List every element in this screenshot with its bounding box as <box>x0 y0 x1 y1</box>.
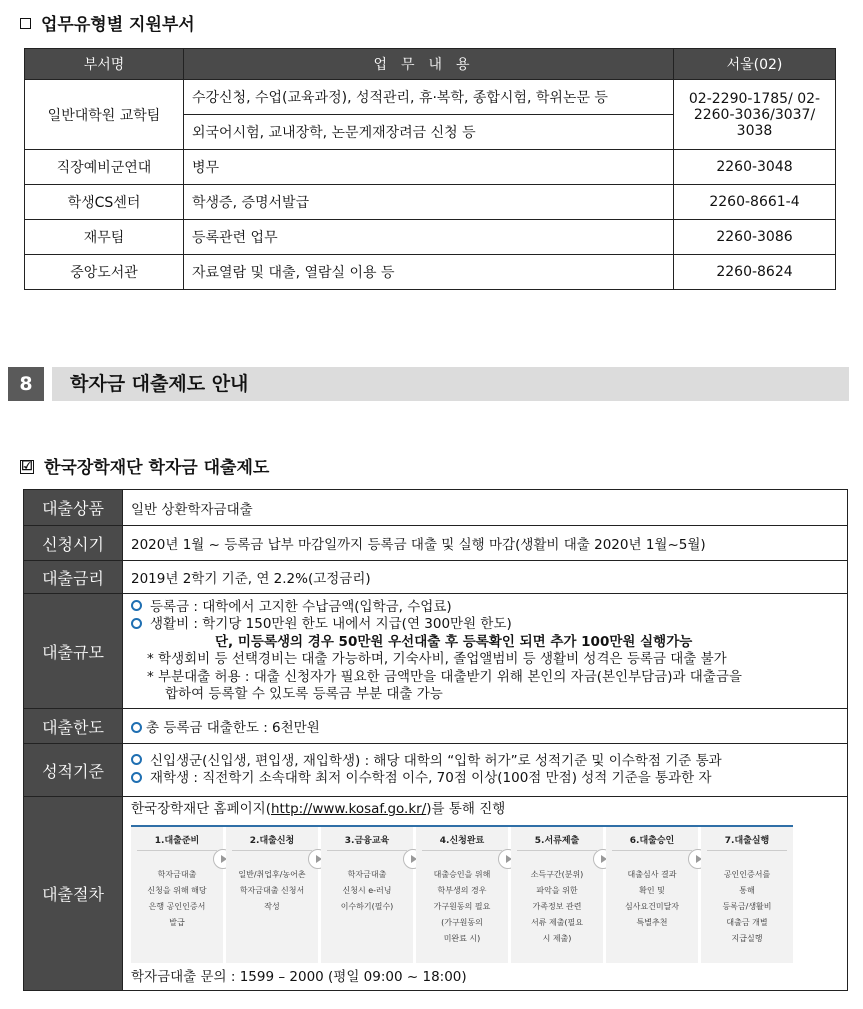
row-label: 대출상품 <box>24 490 123 526</box>
step-title: 1.대출준비 <box>154 835 200 846</box>
task-cell: 자료열람 및 대출, 열람실 이용 등 <box>184 255 674 290</box>
step-desc-line: 소득구간(분위) <box>530 869 584 879</box>
section-heading-support-departments <box>20 10 195 35</box>
list-item <box>131 753 839 771</box>
dept-cell: 중앙도서관 <box>25 255 184 290</box>
step-6 <box>606 827 698 963</box>
list-item <box>131 770 839 788</box>
step-desc-line: 신청시 e-러닝 <box>342 885 392 895</box>
loan-table <box>23 489 848 991</box>
row-value <box>123 594 848 709</box>
table-row <box>24 561 848 594</box>
table-row <box>24 526 848 561</box>
step-desc-line: 시 제출) <box>542 933 572 943</box>
section-heading-loan <box>20 453 269 478</box>
table-row <box>25 220 836 255</box>
step-desc <box>701 867 793 947</box>
step-2 <box>226 827 318 963</box>
list-item-text: 재학생 : 직전학기 소속대학 최저 이수학점 이수, 70점 이상(100점 만점) 성적 기준을 통과한 자 <box>150 770 712 786</box>
step-desc-line: 파악을 위한 <box>536 885 578 895</box>
circle-bullet-icon <box>131 600 142 611</box>
row-value: 일반 상환학자금대출 <box>123 490 848 526</box>
note: 합하여 등록할 수 있도록 등록금 부분 대출 가능 <box>165 686 443 702</box>
list-item <box>131 599 839 617</box>
step-1 <box>131 827 223 963</box>
row-label: 대출한도 <box>24 709 123 744</box>
step-desc <box>606 867 698 931</box>
step-title: 4.신청완료 <box>439 835 485 846</box>
step-desc-line: 학자금대출 신청서 <box>239 885 305 895</box>
divider <box>517 850 597 851</box>
header-department: 부서명 <box>25 49 184 80</box>
task-cell: 수강신청, 수업(교육과정), 성적관리, 휴·복학, 종합시험, 학위논문 등 <box>184 80 674 115</box>
step-title: 3.금융교육 <box>344 835 390 846</box>
note-bold: 단, 미등록생의 경우 50만원 우선대출 후 등록확인 되면 추가 100만원 실행가능 <box>215 633 693 650</box>
dept-cell: 학생CS센터 <box>25 185 184 220</box>
row-label: 대출금리 <box>24 561 123 594</box>
divider <box>707 850 787 851</box>
step-desc-line: (가구원동의 <box>441 917 483 927</box>
step-desc-line: 미완료 시) <box>443 933 481 943</box>
table-row <box>25 150 836 185</box>
row-label: 대출절차 <box>24 797 123 991</box>
divider <box>327 850 407 851</box>
task-cell: 병무 <box>184 150 674 185</box>
step-desc-line: 가구원동의 필요 <box>433 901 491 911</box>
step-desc-line: 학자금대출 <box>157 869 197 879</box>
row-value-text: 총 등록금 대출한도 : 6천만원 <box>146 720 320 736</box>
kosaf-link[interactable]: http://www.kosaf.go.kr/ <box>270 801 427 817</box>
step-title: 5.서류제출 <box>534 835 580 846</box>
procedure-intro <box>131 801 839 819</box>
step-5 <box>511 827 603 963</box>
step-desc <box>226 867 318 915</box>
list-item-text: 등록금 : 대학에서 고지한 수납금액(입학금, 수업료) <box>150 598 452 615</box>
step-7 <box>701 827 793 963</box>
table-row <box>25 255 836 290</box>
step-desc-line: 대출심사 결과 <box>627 869 677 879</box>
row-value <box>123 744 848 797</box>
phone-cell: 02-2290-1785/ 02-2260-3036/3037/ 3038 <box>674 80 836 150</box>
divider <box>137 850 217 851</box>
circle-bullet-icon <box>131 754 142 765</box>
step-desc-line: 공인인증서를 <box>723 869 771 879</box>
step-desc-line: 특별추천 <box>636 917 668 927</box>
step-desc-line: 신청을 위해 해당 <box>147 885 207 895</box>
step-desc <box>321 867 413 915</box>
circle-bullet-icon <box>131 722 142 733</box>
step-desc-line: 가족정보 관련 <box>532 901 582 911</box>
step-desc-line: 지급실행 <box>731 933 763 943</box>
step-3 <box>321 827 413 963</box>
contact-info: 학자금대출 문의 : 1599 – 2000 (평일 09:00 ~ 18:00) <box>131 968 467 985</box>
header-tasks: 업무내용 <box>184 49 674 80</box>
dept-cell: 일반대학원 교학팀 <box>25 80 184 150</box>
section-banner-title: 학자금 대출제도 안내 <box>70 373 249 395</box>
table-row <box>24 709 848 744</box>
table-row <box>24 594 848 709</box>
step-desc-line: 발급 <box>169 917 185 927</box>
table-row <box>24 797 848 991</box>
step-desc-line: 등록금/생활비 <box>722 901 772 911</box>
step-4 <box>416 827 508 963</box>
task-cell: 등록관련 업무 <box>184 220 674 255</box>
table-header-row <box>25 49 836 80</box>
step-title: 7.대출실행 <box>724 835 770 846</box>
intro-text: )를 통해 진행 <box>426 801 506 817</box>
step-desc-line: 학자금대출 <box>347 869 387 879</box>
step-desc-line: 작성 <box>264 901 280 911</box>
table-row <box>25 80 836 115</box>
checkbox-icon: ☑ <box>21 458 33 474</box>
row-label: 대출규모 <box>24 594 123 709</box>
procedure-steps <box>131 825 793 963</box>
list-item <box>131 616 839 634</box>
section-banner <box>52 367 849 401</box>
section-heading-text: 업무유형별 지원부서 <box>41 15 195 35</box>
step-desc-line: 이수하기(필수) <box>340 901 394 911</box>
divider <box>422 850 502 851</box>
dept-cell: 재무팀 <box>25 220 184 255</box>
table-row <box>25 185 836 220</box>
row-value <box>123 797 848 991</box>
header-phone: 서울(02) <box>674 49 836 80</box>
step-desc <box>511 867 603 947</box>
step-title: 2.대출신청 <box>249 835 295 846</box>
divider <box>612 850 692 851</box>
step-desc-line: 서류 제출(필요 <box>530 917 584 927</box>
step-desc <box>131 867 223 931</box>
table-row <box>24 744 848 797</box>
row-label: 성적기준 <box>24 744 123 797</box>
step-desc-line: 대출금 개별 <box>726 917 768 927</box>
step-desc-line: 통해 <box>739 885 755 895</box>
department-table <box>24 48 836 290</box>
task-cell: 학생증, 증명서발급 <box>184 185 674 220</box>
phone-cell: 2260-8624 <box>674 255 836 290</box>
step-desc-line: 은행 공인인증서 <box>148 901 206 911</box>
dept-cell: 직장예비군연대 <box>25 150 184 185</box>
section-number-badge: 8 <box>8 367 44 401</box>
row-value: 2019년 2학기 기준, 연 2.2%(고정금리) <box>123 561 848 594</box>
step-desc-line: 확인 및 <box>639 885 665 895</box>
step-desc-line: 심사요건미달자 <box>624 901 680 911</box>
row-value <box>123 709 848 744</box>
step-desc <box>416 867 508 947</box>
circle-bullet-icon <box>131 772 142 783</box>
step-desc-line: 일반/취업후/농어촌 <box>238 869 306 879</box>
divider <box>232 850 312 851</box>
list-item-text: 생활비 : 학기당 150만원 한도 내에서 지급(연 300만원 한도) <box>150 616 512 632</box>
row-value: 2020년 1월 ~ 등록금 납부 마감일까지 등록금 대출 및 실행 마감(생활비 대출 2020년 1월~5월) <box>123 526 848 561</box>
section-heading-text: 한국장학재단 학자금 대출제도 <box>44 458 270 478</box>
list-item-text: 신입생군(신입생, 편입생, 재입학생) : 해당 대학의 “입학 허가”로 성적기준 및 이수학점 기준 통과 <box>150 752 722 769</box>
intro-text: 한국장학재단 홈페이지( <box>131 801 271 817</box>
note: * 학생회비 등 선택경비는 대출 가능하며, 기숙사비, 졸업앨범비 등 생활비 성격은 등록금 대출 불가 <box>147 651 727 667</box>
step-desc-line: 학부생의 경우 <box>437 885 487 895</box>
note: * 부분대출 허용 : 대출 신청자가 필요한 금액만을 대출받기 위해 본인의 자금(본인부담금)과 대출금을 <box>147 668 742 685</box>
square-bullet-icon <box>20 18 31 29</box>
task-cell: 외국어시험, 교내장학, 논문게재장려금 신청 등 <box>184 115 674 150</box>
table-row <box>24 490 848 526</box>
step-desc-line: 대출승인을 위해 <box>433 869 491 879</box>
circle-bullet-icon <box>131 618 142 629</box>
row-label: 신청시기 <box>24 526 123 561</box>
phone-cell: 2260-3086 <box>674 220 836 255</box>
step-title: 6.대출승인 <box>629 835 675 846</box>
phone-cell: 2260-3048 <box>674 150 836 185</box>
phone-cell: 2260-8661-4 <box>674 185 836 220</box>
